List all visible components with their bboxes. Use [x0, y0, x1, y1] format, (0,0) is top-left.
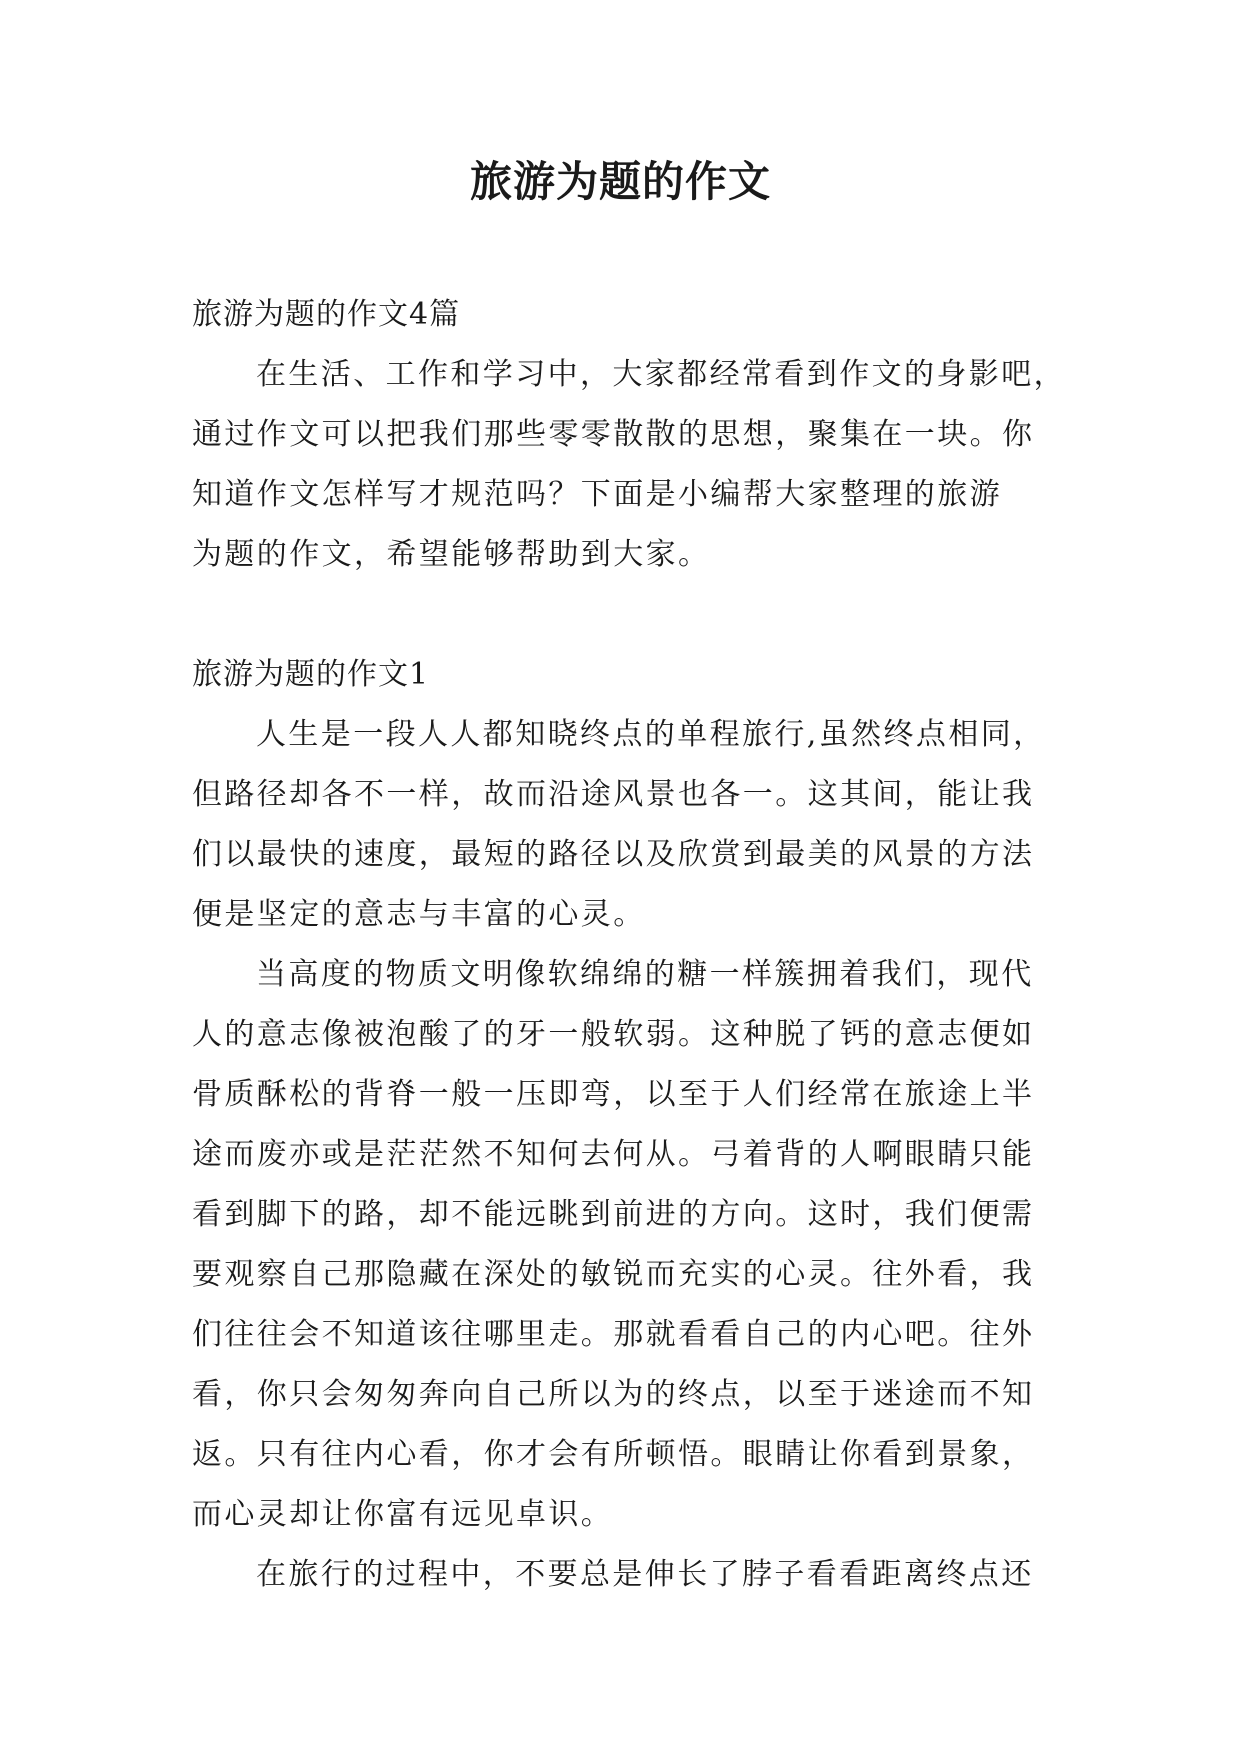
paragraph-line: 看到脚下的路，却不能远眺到前进的方向。这时，我们便需	[192, 1197, 1035, 1232]
blank-line	[192, 585, 1072, 645]
paragraph-line: 们往往会不知道该往哪里走。那就看看自己的内心吧。往外	[192, 1317, 1035, 1352]
paragraph-line: 但路径却各不一样，故而沿途风景也各一。这其间，能让我	[192, 777, 1035, 812]
paragraph-line: 便是坚定的意志与丰富的心灵。	[192, 897, 646, 932]
paragraph-line: 在旅行的过程中，不要总是伸长了脖子看看距离终点还	[256, 1557, 1034, 1592]
document-title: 旅游为题的作文	[469, 157, 771, 206]
intro-line: 在生活、工作和学习中，大家都经常看到作文的身影吧，	[256, 357, 1066, 392]
paragraph-line: 当高度的物质文明像软绵绵的糖一样簇拥着我们，现代	[256, 957, 1034, 992]
paragraph-line: 而心灵却让你富有远见卓识。	[192, 1497, 614, 1532]
intro-line: 通过作文可以把我们那些零零散散的思想，聚集在一块。你	[192, 417, 1035, 452]
intro-line: 知道作文怎样写才规范吗？下面是小编帮大家整理的旅游	[192, 477, 1002, 512]
intro-line: 为题的作文，希望能够帮助到大家。	[192, 537, 711, 572]
essay-1-heading: 旅游为题的作文1	[192, 657, 430, 692]
subtitle: 旅游为题的作文4篇	[192, 297, 461, 332]
paragraph-line: 途而废亦或是茫茫然不知何去何从。弓着背的人啊眼睛只能	[192, 1137, 1035, 1172]
essay-paragraph-3	[192, 1545, 1072, 1605]
essay-paragraph-1	[192, 705, 1072, 945]
intro-paragraph	[192, 345, 1072, 585]
essay-paragraph-2	[192, 945, 1072, 1545]
paragraph-line: 人的意志像被泡酸了的牙一般软弱。这种脱了钙的意志便如	[192, 1017, 1035, 1052]
document-body	[192, 285, 1072, 1605]
paragraph-line: 们以最快的速度，最短的路径以及欣赏到最美的风景的方法	[192, 837, 1035, 872]
paragraph-line: 返。只有往内心看，你才会有所顿悟。眼睛让你看到景象，	[192, 1437, 1035, 1472]
paragraph-line: 看，你只会匆匆奔向自己所以为的终点，以至于迷途而不知	[192, 1377, 1035, 1412]
paragraph-line: 人生是一段人人都知晓终点的单程旅行,虽然终点相同，	[256, 717, 1046, 752]
paragraph-line: 要观察自己那隐藏在深处的敏锐而充实的心灵。往外看，我	[192, 1257, 1035, 1292]
paragraph-line: 骨质酥松的背脊一般一压即弯，以至于人们经常在旅途上半	[192, 1077, 1035, 1112]
